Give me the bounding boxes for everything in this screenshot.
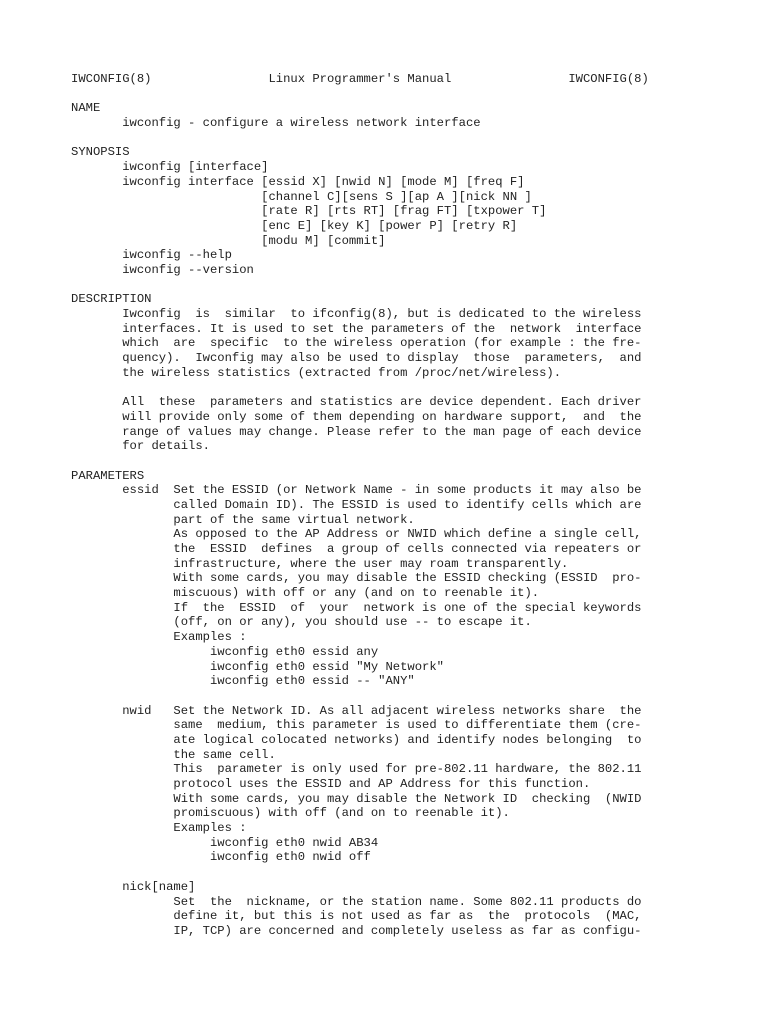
man-text-line: iwconfig --version — [71, 262, 254, 277]
man-text-line: quency). Iwconfig may also be used to display those parameters, and — [71, 351, 642, 366]
man-text-line: PARAMETERS — [71, 468, 145, 483]
man-text-line: All these parameters and statistics are device dependent. Each driver — [71, 395, 642, 410]
man-text-line: promiscuous) with off (and on to reenable it). — [71, 806, 510, 821]
man-text-line — [71, 131, 691, 146]
man-text-line: iwconfig eth0 nwid off — [71, 850, 371, 865]
man-text-line: [modu M] [commit] — [71, 233, 386, 248]
man-text-line: miscuous) with off or any (and on to reenable it). — [71, 586, 540, 601]
man-text-line: essid Set the ESSID (or Network Name - in some products it may also be — [71, 483, 642, 498]
man-header-line: IWCONFIG(8) Linux Programmer's Manual IWCONFIG(8) — [71, 72, 649, 86]
man-text-line — [71, 865, 691, 880]
man-text-line: nick[name] — [71, 879, 196, 894]
man-text-line: iwconfig interface [essid X] [nwid N] [mode M] [freq F] — [71, 174, 525, 189]
man-text-line: range of values may change. Please refer to the man page of each device — [71, 424, 642, 439]
man-text-line: which are specific to the wireless operation (for example : the fre- — [71, 336, 642, 351]
man-text-line: Set the nickname, or the station name. Some 802.11 products do — [71, 894, 642, 909]
man-text-line — [71, 454, 691, 469]
man-text-line: iwconfig eth0 nwid AB34 — [71, 835, 379, 850]
man-text-line: As opposed to the AP Address or NWID which define a single cell, — [71, 527, 642, 542]
man-text-line: iwconfig eth0 essid -- "ANY" — [71, 674, 415, 689]
man-text-line: iwconfig [interface] — [71, 160, 269, 175]
man-text-line: IP, TCP) are concerned and completely useless as far as configu- — [71, 923, 642, 938]
man-text-line: the same cell. — [71, 747, 276, 762]
man-text-line: [channel C][sens S ][ap A ][nick NN ] — [71, 189, 532, 204]
man-text-line: If the ESSID of your network is one of the special keywords — [71, 600, 642, 615]
man-text-line — [71, 689, 691, 704]
man-text-line: iwconfig - configure a wireless network interface — [71, 116, 481, 131]
man-text-line: ate logical colocated networks) and identify nodes belonging to — [71, 732, 642, 747]
man-text-line: protocol uses the ESSID and AP Address for this function. — [71, 777, 591, 791]
man-text-line: NAME — [71, 101, 101, 116]
man-text-line — [71, 380, 691, 395]
man-text-line: iwconfig eth0 essid any — [71, 644, 379, 659]
man-text-line: the ESSID defines a group of cells connected via repeaters or — [71, 542, 642, 556]
man-text-line: part of the same virtual network. — [71, 512, 415, 527]
man-text-line: iwconfig --help — [71, 248, 232, 263]
man-text-line: the wireless statistics (extracted from /proc/net/wireless). — [71, 365, 562, 380]
man-page — [71, 72, 691, 939]
man-text-line: nwid Set the Network ID. As all adjacent wireless networks share the — [71, 703, 642, 718]
man-text-line: [rate R] [rts RT] [frag FT] [txpower T] — [71, 204, 547, 219]
man-text-line: for details. — [71, 439, 210, 454]
man-text-line: (off, on or any), you should use -- to escape it. — [71, 615, 532, 630]
man-text-line: DESCRIPTION — [71, 292, 152, 307]
man-text-line — [71, 278, 691, 293]
man-text-line: Examples : — [71, 630, 247, 645]
man-text-line: Iwconfig is similar to ifconfig(8), but is dedicated to the wireless — [71, 307, 642, 321]
man-text-line: With some cards, you may disable the ESSID checking (ESSID pro- — [71, 571, 642, 586]
man-text-line: Examples : — [71, 821, 247, 836]
man-text-line: With some cards, you may disable the Network ID checking (NWID — [71, 791, 642, 806]
man-text-line: infrastructure, where the user may roam transparently. — [71, 556, 569, 571]
man-text-line: will provide only some of them depending on hardware support, and the — [71, 409, 642, 424]
man-text-line: called Domain ID). The ESSID is used to identify cells which are — [71, 497, 642, 512]
man-text-line: define it, but this is not used as far as the protocols (MAC, — [71, 909, 642, 924]
man-text-line — [71, 87, 691, 102]
man-text-line: interfaces. It is used to set the parameters of the network interface — [71, 321, 642, 336]
man-text-line: [enc E] [key K] [power P] [retry R] — [71, 218, 518, 233]
man-text-line: iwconfig eth0 essid "My Network" — [71, 659, 444, 674]
man-text-line: This parameter is only used for pre-802.11 hardware, the 802.11 — [71, 762, 642, 777]
man-text-line: same medium, this parameter is used to differentiate them (cre- — [71, 718, 642, 733]
man-text-line: SYNOPSIS — [71, 145, 130, 160]
